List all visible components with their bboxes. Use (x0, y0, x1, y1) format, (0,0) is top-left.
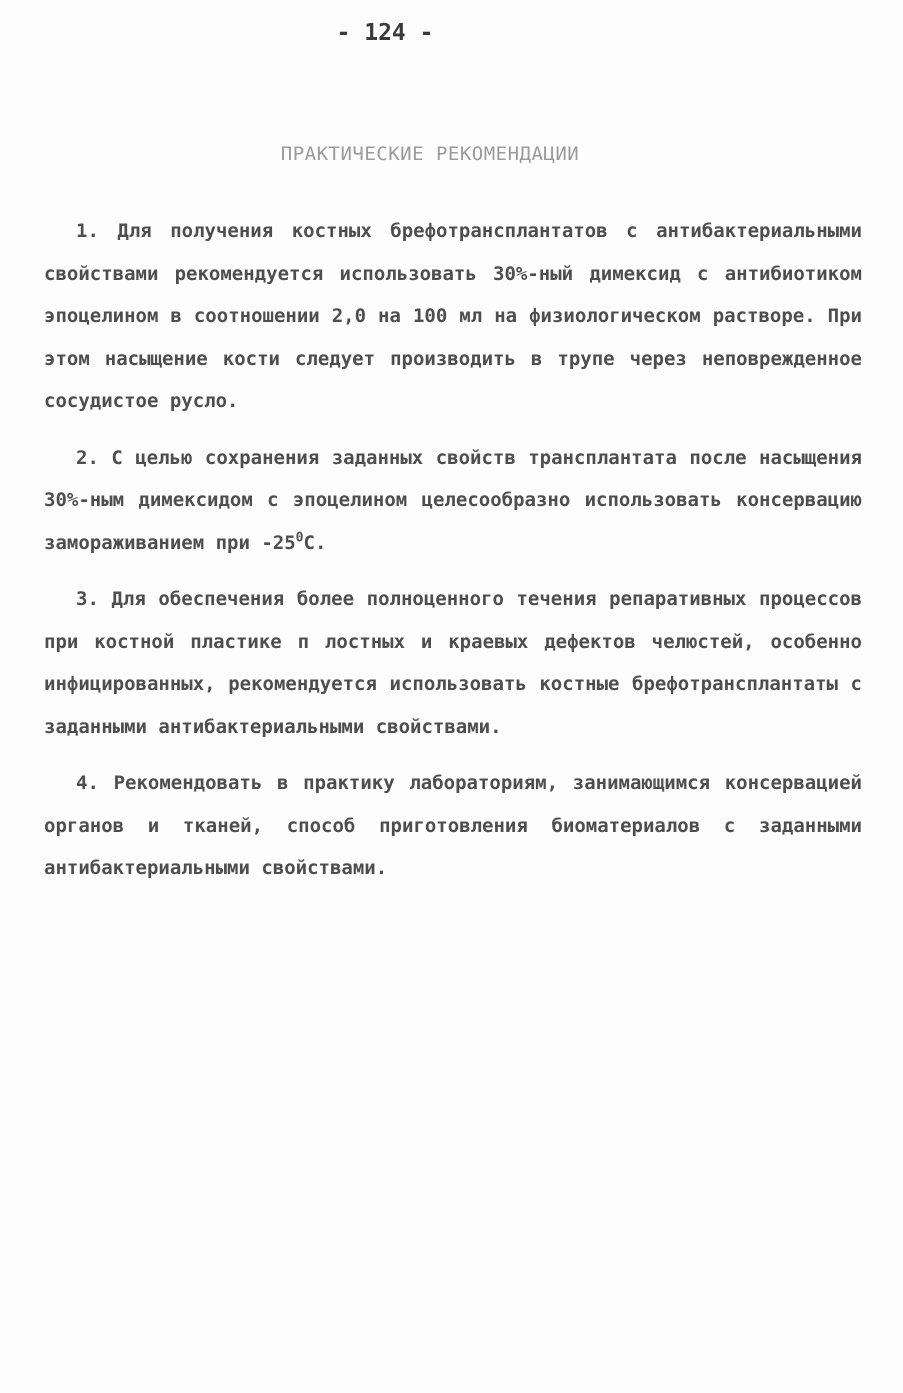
recommendations-list (44, 210, 862, 904)
section-heading: ПРАКТИЧЕСКИЕ РЕКОМЕНДАЦИИ (280, 143, 580, 165)
degree-superscript: 0 (295, 530, 304, 546)
page-number: - 124 - (336, 20, 434, 46)
recommendation-paragraph-2 (44, 437, 862, 565)
recommendation-paragraph-1: 1. Для получения костных брефотрансплантатов с антибактериальными свойствами рекомендуется использовать 30%-ный димексид с антибиотиком эпоцелином в соотношении 2,0 на 100 мл на физиологическом растворе. При этом насыщение кости следует производить в трупе через неповрежденное сосудистое русло. (44, 220, 862, 412)
recommendation-paragraph-2-text: 2. С целью сохранения заданных свойств трансплантата после насыщения 30%-ным димексидом с эпоцелином целесообразно использовать консервацию замораживанием при -25 (44, 446, 862, 554)
recommendation-paragraph-2-tail: С. (303, 531, 327, 554)
recommendation-paragraph-4: 4. Рекомендовать в практику лабораториям, занимающимся консервацией органов и тканей, способ приготовления биоматериалов с заданными антибактериальными свойствами. (44, 772, 862, 879)
recommendation-paragraph-3: 3. Для обеспечения более полноценного течения репаративных процессов при костной пластике п лостных и краевых дефектов челюстей, особенно инфицированных, рекомендуется использовать костные брефотрансплантаты с заданными антибактериальными свойствами. (44, 588, 862, 738)
